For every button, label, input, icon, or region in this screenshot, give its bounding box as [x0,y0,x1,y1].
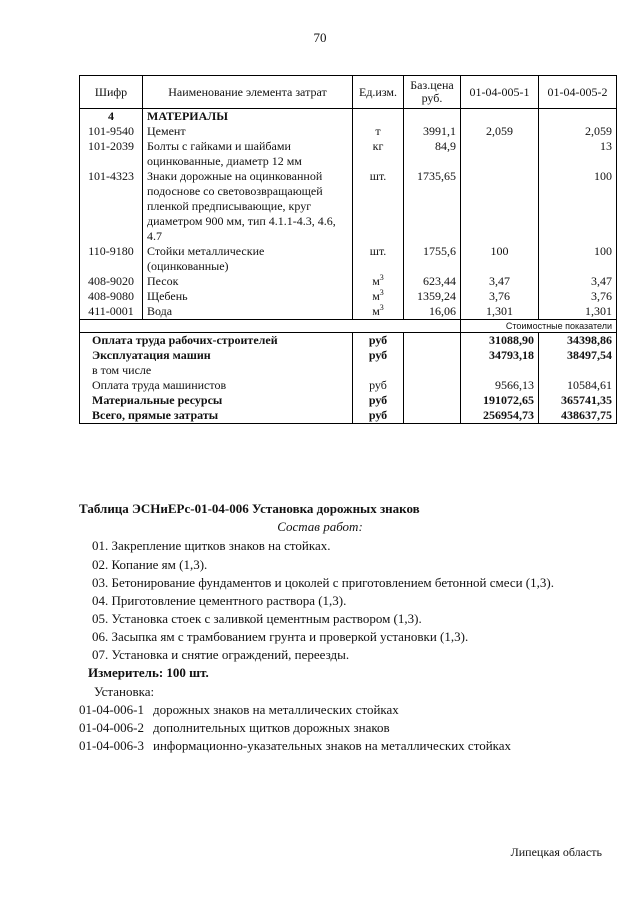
section-name: МАТЕРИАЛЫ [143,109,353,125]
total-v2: 438637,75 [539,408,617,424]
material-v1: 3,76 [461,289,539,304]
totals-row [80,348,617,363]
material-price: 3991,1 [404,124,461,139]
material-unit: кг [353,139,404,169]
unit-base: м [372,304,380,318]
material-code: 101-2039 [80,139,143,169]
header-price: Баз.цена руб. [404,76,461,109]
page-number: 70 [313,30,327,45]
material-v1 [461,169,539,244]
table-header-row [80,76,617,109]
material-name: Стойки металлические (оцинкованные) [143,244,353,274]
total-name: Эксплуатация машин [80,348,353,363]
material-v2: 3,47 [539,274,617,289]
total-unit: руб [353,393,404,408]
totals-row [80,408,617,424]
material-code: 101-9540 [80,124,143,139]
work-item: 04. Приготовление цементного раствора (1,3). [92,593,347,608]
total-v1: 31088,90 [461,333,539,349]
material-name: Цемент [143,124,353,139]
material-price: 1735,65 [404,169,461,244]
totals-row [80,378,617,393]
code-row [79,702,399,718]
material-v1 [461,139,539,169]
material-unit: шт. [353,169,404,244]
unit-exponent: 3 [379,273,384,282]
material-price: 84,9 [404,139,461,169]
total-unit: руб [353,333,404,349]
work-item: 05. Установка стоек с заливкой цементным раствором (1,3). [92,611,422,626]
unit-exponent: 3 [379,288,384,297]
row-text: дорожных знаков на металлических стойках [153,702,399,717]
cost-indicators-label: Стоимостные показатели [461,320,617,333]
total-unit [353,363,404,378]
table-row [80,304,617,320]
total-unit: руб [353,408,404,424]
material-unit [353,274,404,289]
total-name: Оплата труда рабочих-строителей [80,333,353,349]
header-col1: 01-04-005-1 [461,76,539,109]
total-v1: 256954,73 [461,408,539,424]
total-v1: 191072,65 [461,393,539,408]
material-code: 101-4323 [80,169,143,244]
code-row [79,720,390,736]
total-v2: 365741,35 [539,393,617,408]
section-row [80,109,617,125]
material-unit [353,304,404,320]
material-v2: 13 [539,139,617,169]
work-item: 07. Установка и снятие ограждений, переезды. [92,647,350,662]
table-row [80,289,617,304]
work-item: 06. Засыпка ям с трамбованием грунта и проверкой установки (1,3). [92,629,469,644]
row-text: дополнительных щитков дорожных знаков [153,720,390,735]
material-code: 408-9080 [80,289,143,304]
material-unit: шт. [353,244,404,274]
material-v2: 1,301 [539,304,617,320]
row-code: 01-04-006-1 [79,702,144,717]
row-text: информационно-указательных знаков на металлических стойках [153,738,512,753]
header-unit: Ед.изм. [353,76,404,109]
material-unit [353,289,404,304]
work-item: 03. Бетонирование фундаментов и цоколей с приготовлением бетонной смеси (1,3). [92,575,554,590]
totals-row [80,393,617,408]
material-price: 1755,6 [404,244,461,274]
total-unit: руб [353,348,404,363]
material-v1: 2,059 [461,124,539,139]
material-code: 110-9180 [80,244,143,274]
material-name: Знаки дорожные на оцинкованной подоснове со световозвращающей пленкой предписывающие, круг диаметром 900 мм, тип 4.1.1-4.3, 4.6, 4.7 [143,169,353,244]
material-name: Щебень [143,289,353,304]
table-row [80,274,617,289]
total-name: Всего, прямые затраты [80,408,353,424]
unit-base: м [372,274,380,288]
material-price: 16,06 [404,304,461,320]
table-title: Таблица ЭСНиЕРс-01-04-006 Установка дорожных знаков [79,501,420,516]
material-code: 411-0001 [80,304,143,320]
row-code: 01-04-006-2 [79,720,144,735]
material-v1: 100 [461,244,539,274]
material-price: 623,44 [404,274,461,289]
composition-title: Состав работ: [277,519,363,534]
resource-table [79,75,617,424]
material-code: 408-9020 [80,274,143,289]
material-v2: 100 [539,244,617,274]
cost-label-row [80,320,617,333]
table-row [80,124,617,139]
material-name: Вода [143,304,353,320]
total-v2: 38497,54 [539,348,617,363]
material-v2: 2,059 [539,124,617,139]
header-name: Наименование элемента затрат [143,76,353,109]
header-code: Шифр [80,76,143,109]
unit-base: м [372,289,380,303]
table-row [80,244,617,274]
unit-exponent: 3 [379,303,384,312]
material-name: Болты с гайками и шайбами оцинкованные, диаметр 12 мм [143,139,353,169]
material-v2: 100 [539,169,617,244]
footer-region: Липецкая область [510,845,602,859]
work-item: 01. Закрепление щитков знаков на стойках. [92,538,331,553]
totals-row [80,333,617,349]
material-v2: 3,76 [539,289,617,304]
material-v1: 3,47 [461,274,539,289]
install-label: Установка: [94,684,155,699]
total-v1: 9566,13 [461,378,539,393]
table-row [80,139,617,169]
total-unit: руб [353,378,404,393]
total-v1: 34793,18 [461,348,539,363]
material-v1: 1,301 [461,304,539,320]
material-name: Песок [143,274,353,289]
total-name: Материальные ресурсы [80,393,353,408]
table-row [80,169,617,244]
total-v2: 34398,86 [539,333,617,349]
section-code: 4 [80,109,143,125]
meter: Измеритель: 100 шт. [88,665,209,680]
header-col2: 01-04-005-2 [539,76,617,109]
work-item: 02. Копание ям (1,3). [92,557,208,572]
row-code: 01-04-006-3 [79,738,144,753]
total-name: в том числе [80,363,353,378]
total-v2 [539,363,617,378]
total-v1 [461,363,539,378]
total-v2: 10584,61 [539,378,617,393]
total-name: Оплата труда машинистов [80,378,353,393]
material-price: 1359,24 [404,289,461,304]
material-unit: т [353,124,404,139]
code-row [79,738,511,754]
totals-row [80,363,617,378]
